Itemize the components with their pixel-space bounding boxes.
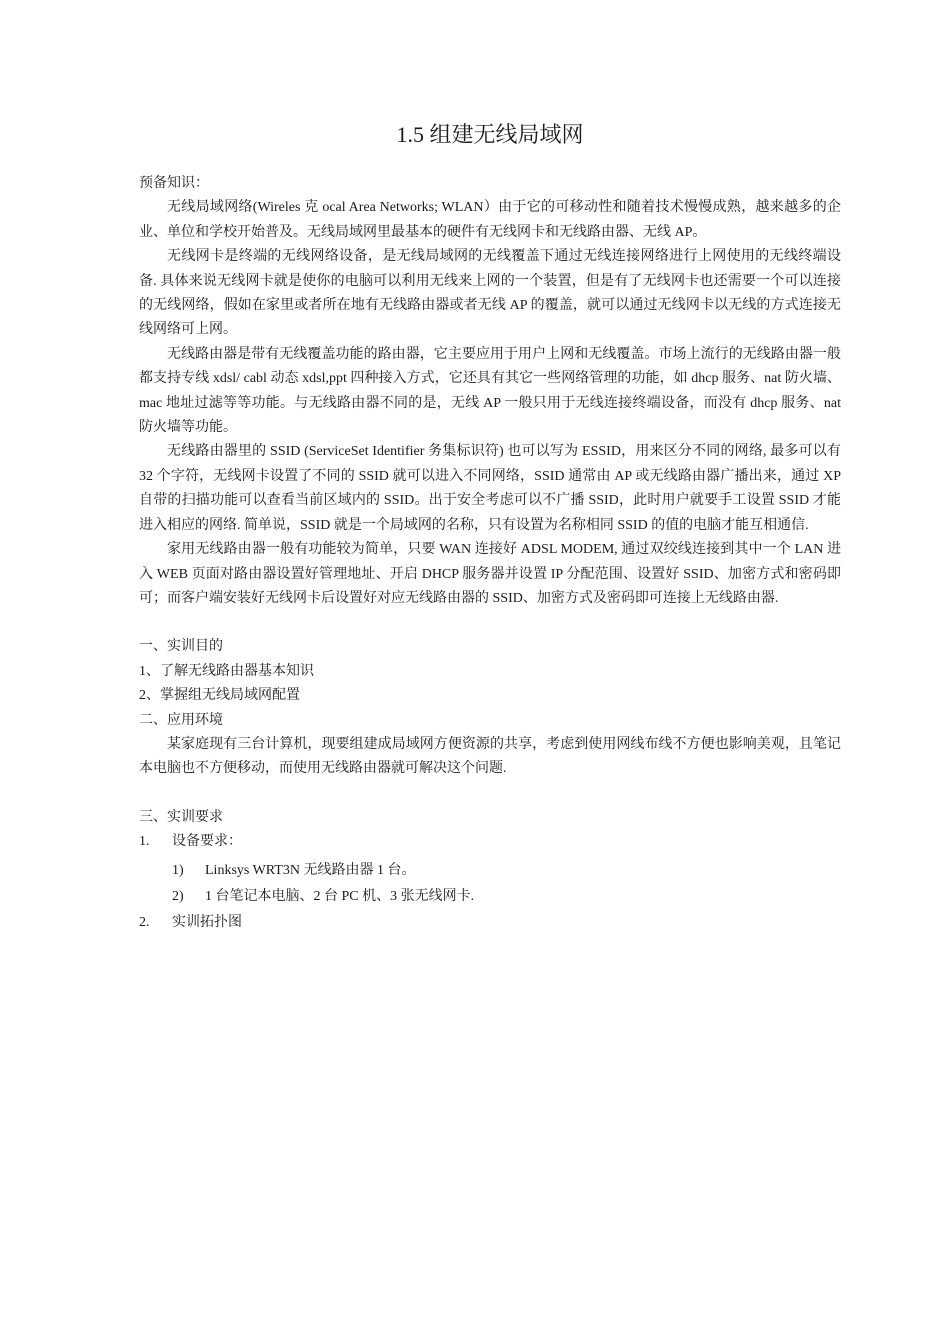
requirement-item <box>139 830 841 854</box>
spacer <box>139 611 841 635</box>
list-number: 2) <box>172 888 184 904</box>
requirement-item <box>139 911 841 935</box>
paragraph-wireless-nic: 无线网卡是终端的无线网络设备，是无线局域网的无线覆盖下通过无线连接网络进行上网使用的无线终端设备. 具体来说无线网卡就是使你的电脑可以利用无线来上网的一个装置，但是有了无线网卡也还需要一个可以连接的无线网络，假如在家里或者所在地有无线路由器或者无线 AP 的覆盖，就可以通过无线网卡以无线的方式连接无线网络可上网。 <box>139 249 841 338</box>
objective-item: 1、了解无线路由器基本知识 <box>139 663 314 679</box>
list-text: 设备要求： <box>172 834 242 850</box>
section-heading-objectives: 一、实训目的 <box>139 639 223 655</box>
list-number: 2. <box>139 915 150 931</box>
paragraph-home-router: 家用无线路由器一般有功能较为简单，只要 WAN 连接好 ADSL MODEM, 通过双绞线连接到其中一个 LAN 进入 WEB 页面对路由器设置好管理地址、开启 DHCP 服务器并设置 IP 分配范围、设置好 SSID、加密方式和密码即可；而客户端安装好无线网卡后设置好对应无线路由器的 SSID、加密方式及密码即可连接上无线路由器. <box>139 542 841 606</box>
list-number: 1. <box>139 834 150 850</box>
paragraph-environment: 某家庭现有三台计算机，现要组建成局域网方便资源的共享，考虑到使用网线布线不方便也影响美观，且笔记本电脑也不方便移动，而使用无线路由器就可解决这个问题. <box>139 736 841 777</box>
paragraph-wlan-intro: 无线局域网络(Wireles 克 ocal Area Networks; WLAN）由于它的可移动性和随着技术慢慢成熟，越来越多的企业、单位和学校开始普及。无线局域网里最基本的硬件有无线网卡和无线路由器、无线 AP。 <box>139 200 841 240</box>
section-heading-environment: 二、应用环境 <box>139 712 223 728</box>
document-page <box>139 120 841 936</box>
list-number: 1) <box>172 862 184 878</box>
paragraph-wireless-router: 无线路由器是带有无线覆盖功能的路由器，它主要应用于用户上网和无线覆盖。市场上流行的无线路由器一般都支持专线 xdsl/ cabl 动态 xdsl,ppt 四种接入方式，它还具有其它一些网络管理的功能，如 dhcp 服务、nat 防火墙、mac 地址过滤等等功能。与无线路由器不同的是，无线 AP 一般只用于无线连接终端设备，而没有 dhcp 服务、nat 防火墙等功能。 <box>139 346 841 436</box>
equipment-list <box>172 859 841 910</box>
section-heading-requirements: 三、实训要求 <box>139 809 223 825</box>
equipment-item <box>172 859 841 883</box>
list-text: 1 台笔记本电脑、2 台 PC 机、3 张无线网卡. <box>205 888 475 904</box>
prereq-label: 预备知识： <box>139 176 209 191</box>
spacer <box>139 782 841 806</box>
list-text: Linksys WRT3N 无线路由器 1 台。 <box>205 862 416 878</box>
equipment-item <box>172 885 841 909</box>
page-title: 1.5 组建无线局域网 <box>396 122 584 147</box>
objective-item: 2、掌握组无线局域网配置 <box>139 688 300 704</box>
list-text: 实训拓扑图 <box>172 915 242 931</box>
paragraph-ssid: 无线路由器里的 SSID (ServiceSet Identifier 务集标识符) 也可以写为 ESSID，用来区分不同的网络, 最多可以有 32 个字符，无线网卡设置了不同的 SSID 就可以进入不同网络，SSID 通常由 AP 或无线路由器广播出来，通过 XP 自带的扫描功能可以查看当前区域内的 SSID。出于安全考虑可以不广播 SSID，此时用户就要手工设置 SSID 才能进入相应的网络. 简单说，SSID 就是一个局域网的名称，只有设置为名称相同 SSID 的值的电脑才能互相通信. <box>139 444 841 533</box>
